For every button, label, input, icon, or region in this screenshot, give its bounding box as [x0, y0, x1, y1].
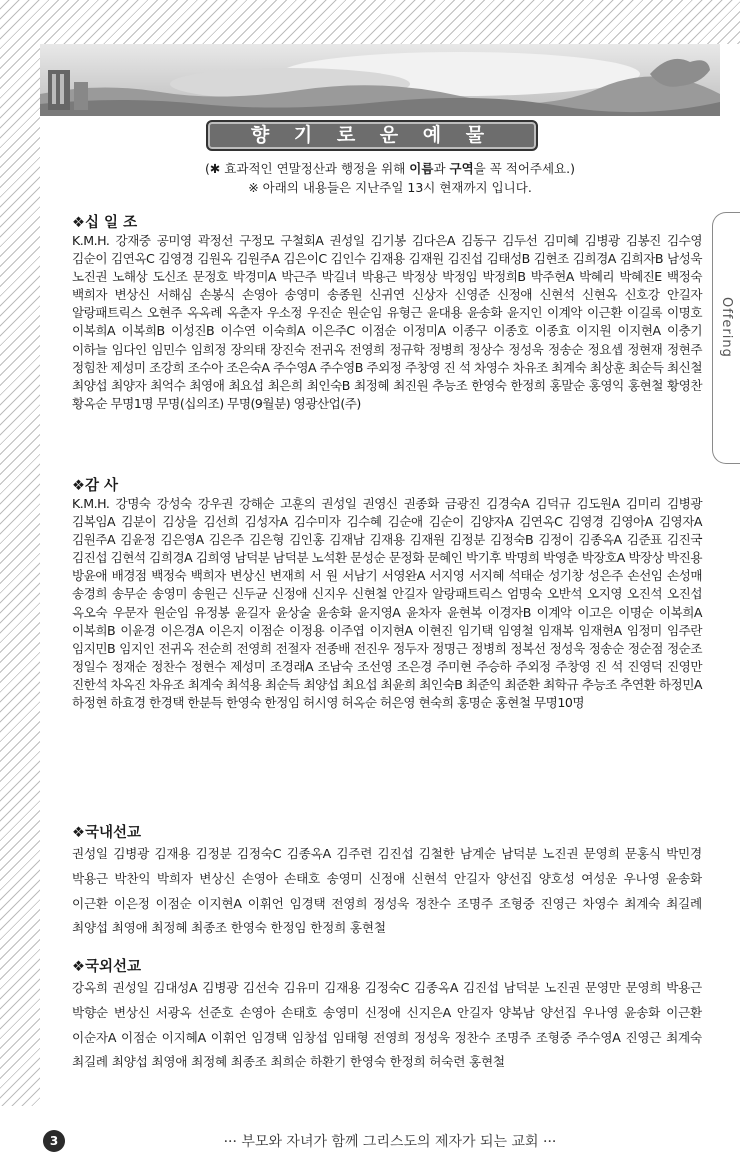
section-heading: ❖감 사 — [72, 478, 119, 494]
landscape-illustration — [40, 44, 720, 116]
section-heading: ❖십 일 조 — [72, 215, 138, 231]
section-overseas-mission — [72, 958, 702, 1075]
note-text: 을 꼭 적어주세요.) — [473, 161, 575, 176]
note-text: 과 — [433, 161, 450, 176]
note-bold-name: 이름 — [409, 161, 434, 176]
as-of-note: ※ 아래의 내용들은 지난주일 13시 현재까지 입니다. — [248, 180, 532, 195]
donor-names: 권성일 김병광 김재용 김정분 김정숙C 김종옥A 김주련 김진섭 김철한 남계순 남덕분 노진권 문영희 문홍식 박민경 박용근 박찬익 박희자 변상신 손영아 손태호 송영미 신정애 신현석 안길자 양선집 양호성 여성운 우나영 윤송화 이근환 이은정 이점순 이지현A 이휘언 임경택 전영희 정성욱 정찬수 조명주 조형중 진영근 차영수 최계숙 최길례 최양섭 최영애 최정혜 최종조 한영숙 한정임 한정희 홍현철 — [72, 846, 702, 936]
footer-slogan: ··· 부모와 자녀가 함께 그리스도의 제자가 되는 교회 ··· — [223, 1134, 557, 1150]
header-banner — [40, 44, 720, 116]
side-tab — [712, 212, 740, 464]
side-tab-label: Offering — [719, 297, 734, 358]
instruction-note — [40, 159, 740, 177]
donor-names: K.M.H. 강명숙 강성숙 강우권 강해순 고훈의 권성일 권영신 권종화 금광진 김경숙A 김덕규 김도원A 김미리 김병광 김복임A 김분이 김상을 김선희 김성자A 김수미자 김수혜 김순애 김순이 김양자A 김연옥C 김영경 김영아A 김영자A 김원주A 김윤정 김은영A 김은주 김은형 김인홍 김재남 김재용 김재원 김정분 김정숙B 김정이 김종옥A 김준표 김진국 김진섭 김현석 김희경A 김희영 남덕분 남덕분 노석환 문성순 문정화 문혜인 박기후 박명희 박영춘 박장호A 박장상 박진용 방윤애 배경점 백정숙 백희자 변상신 변재희 서 원 서남기 서영완A 서지영 서지혜 석태순 성기창 성은주 손선임 손성매 송경희 송무순 송영미 송원근 신두균 신정애 신지우 신현철 안길자 알랑패트릭스 엄명숙 오반석 오지영 오진석 오진섭 옥오숙 우문자 원순임 유정봉 윤길자 윤상술 윤송화 윤지영A 윤차자 윤현복 이경자B 이계악 이고은 이명순 이복희A 이복희B 이윤경 이은경A 이은지 이점순 이정용 이주엽 이지현A 이현진 임기택 임영철 임재복 임재현A 임정미 임주란 임지민B 임지인 전귀옥 전순희 전영희 전절자 전종배 전진우 정두자 정명근 정병희 정복선 정성욱 정송순 정순점 정순조 정일수 정재순 정찬수 정현수 제성미 조경래A 조남숙 조선영 조은경 주미현 주승하 주외정 주창영 진 석 진영덕 진영만 진한석 차옥진 차유조 최계숙 최석용 최순득 최양섭 최요섭 최윤희 최인숙B 최준익 최준환 최학규 추능조 추연환 하정민A 하정현 하효경 한경택 한분득 한영숙 한정임 허시영 허옥순 허은영 현숙희 홍명순 홍현철 무명10명 — [72, 496, 702, 711]
section-heading: ❖국내선교 — [72, 825, 142, 841]
donor-names: K.M.H. 강재중 공미영 곽정선 구정모 구철회A 권성일 김기봉 김다은A 김동구 김두선 김미혜 김병광 김봉진 김수영 김순이 김연옥C 김영경 김원옥 김원주A 김은이C 김인수 김재용 김재원 김진섭 김태성B 김현조 김희경A 김희자B 남성욱 노진권 노해상 도신조 문정호 박경미A 박근주 박길녀 박용근 박정상 박정임 박정희B 박주현A 박혜리 박혜진E 백정숙 백희자 변상신 서해심 손봉식 손영아 송영미 송종원 신귀연 신상자 신영준 신정애 신현석 신현옥 신호강 안길자 알랑패트릭스 오현주 옥옥례 옥춘자 우소정 우진순 원순임 유형근 윤대용 윤송화 윤지인 이계악 이근환 이길록 이명호 이복희A 이복희B 이성진B 이수연 이숙희A 이은주C 이점순 이정미A 이종구 이종호 이종효 이지원 이지현A 이충기 이하늘 임다인 임민수 임희정 장의태 장진숙 전귀옥 전영희 정규학 정병희 정상수 정성욱 정송순 정요셉 정현재 정현주 정힘찬 제성미 조강희 조수아 조은숙A 주수영A 주수영B 주외정 주창영 진 석 차영수 차유조 최계숙 최상훈 최순득 최신철 최양섭 최양자 최억수 최영애 최요섭 최은희 최인숙B 최정혜 최진원 추능조 한영숙 한정희 홍말순 홍영익 홍현철 황영찬 황옥순 무명1명 무명(십의조) 무명(9월분) 영광산업(주) — [72, 233, 702, 411]
section-thanksgiving — [72, 477, 702, 712]
page-number: 3 — [43, 1130, 65, 1152]
section-tithe — [72, 214, 702, 413]
section-heading: ❖국외선교 — [72, 959, 142, 975]
page-title-box — [206, 120, 538, 151]
donor-names: 강옥희 권성일 김대성A 김병광 김선숙 김유미 김재용 김정숙C 김종옥A 김진섭 남덕분 노진권 문영만 문영희 박용근 박향순 변상신 서광옥 선준호 손영아 손태호 송영미 신정애 신지은A 안길자 양복남 양선집 우나영 윤송화 이근환 이순자A 이점순 이지혜A 이휘언 임경택 임창섭 임태형 전영희 정성욱 정찬수 조명주 조형중 주수영A 진영근 최계숙 최길례 최양섭 최영애 최정혜 최종조 최희순 하환기 한영숙 한정희 허숙련 홍현철 — [72, 980, 702, 1070]
note-bold-district: 구역 — [449, 161, 474, 176]
section-domestic-mission — [72, 824, 702, 941]
note-text: (✱ 효과적인 연말정산과 행정을 위해 — [205, 161, 410, 176]
page-title: 향 기 로 운 예 물 — [250, 124, 494, 146]
